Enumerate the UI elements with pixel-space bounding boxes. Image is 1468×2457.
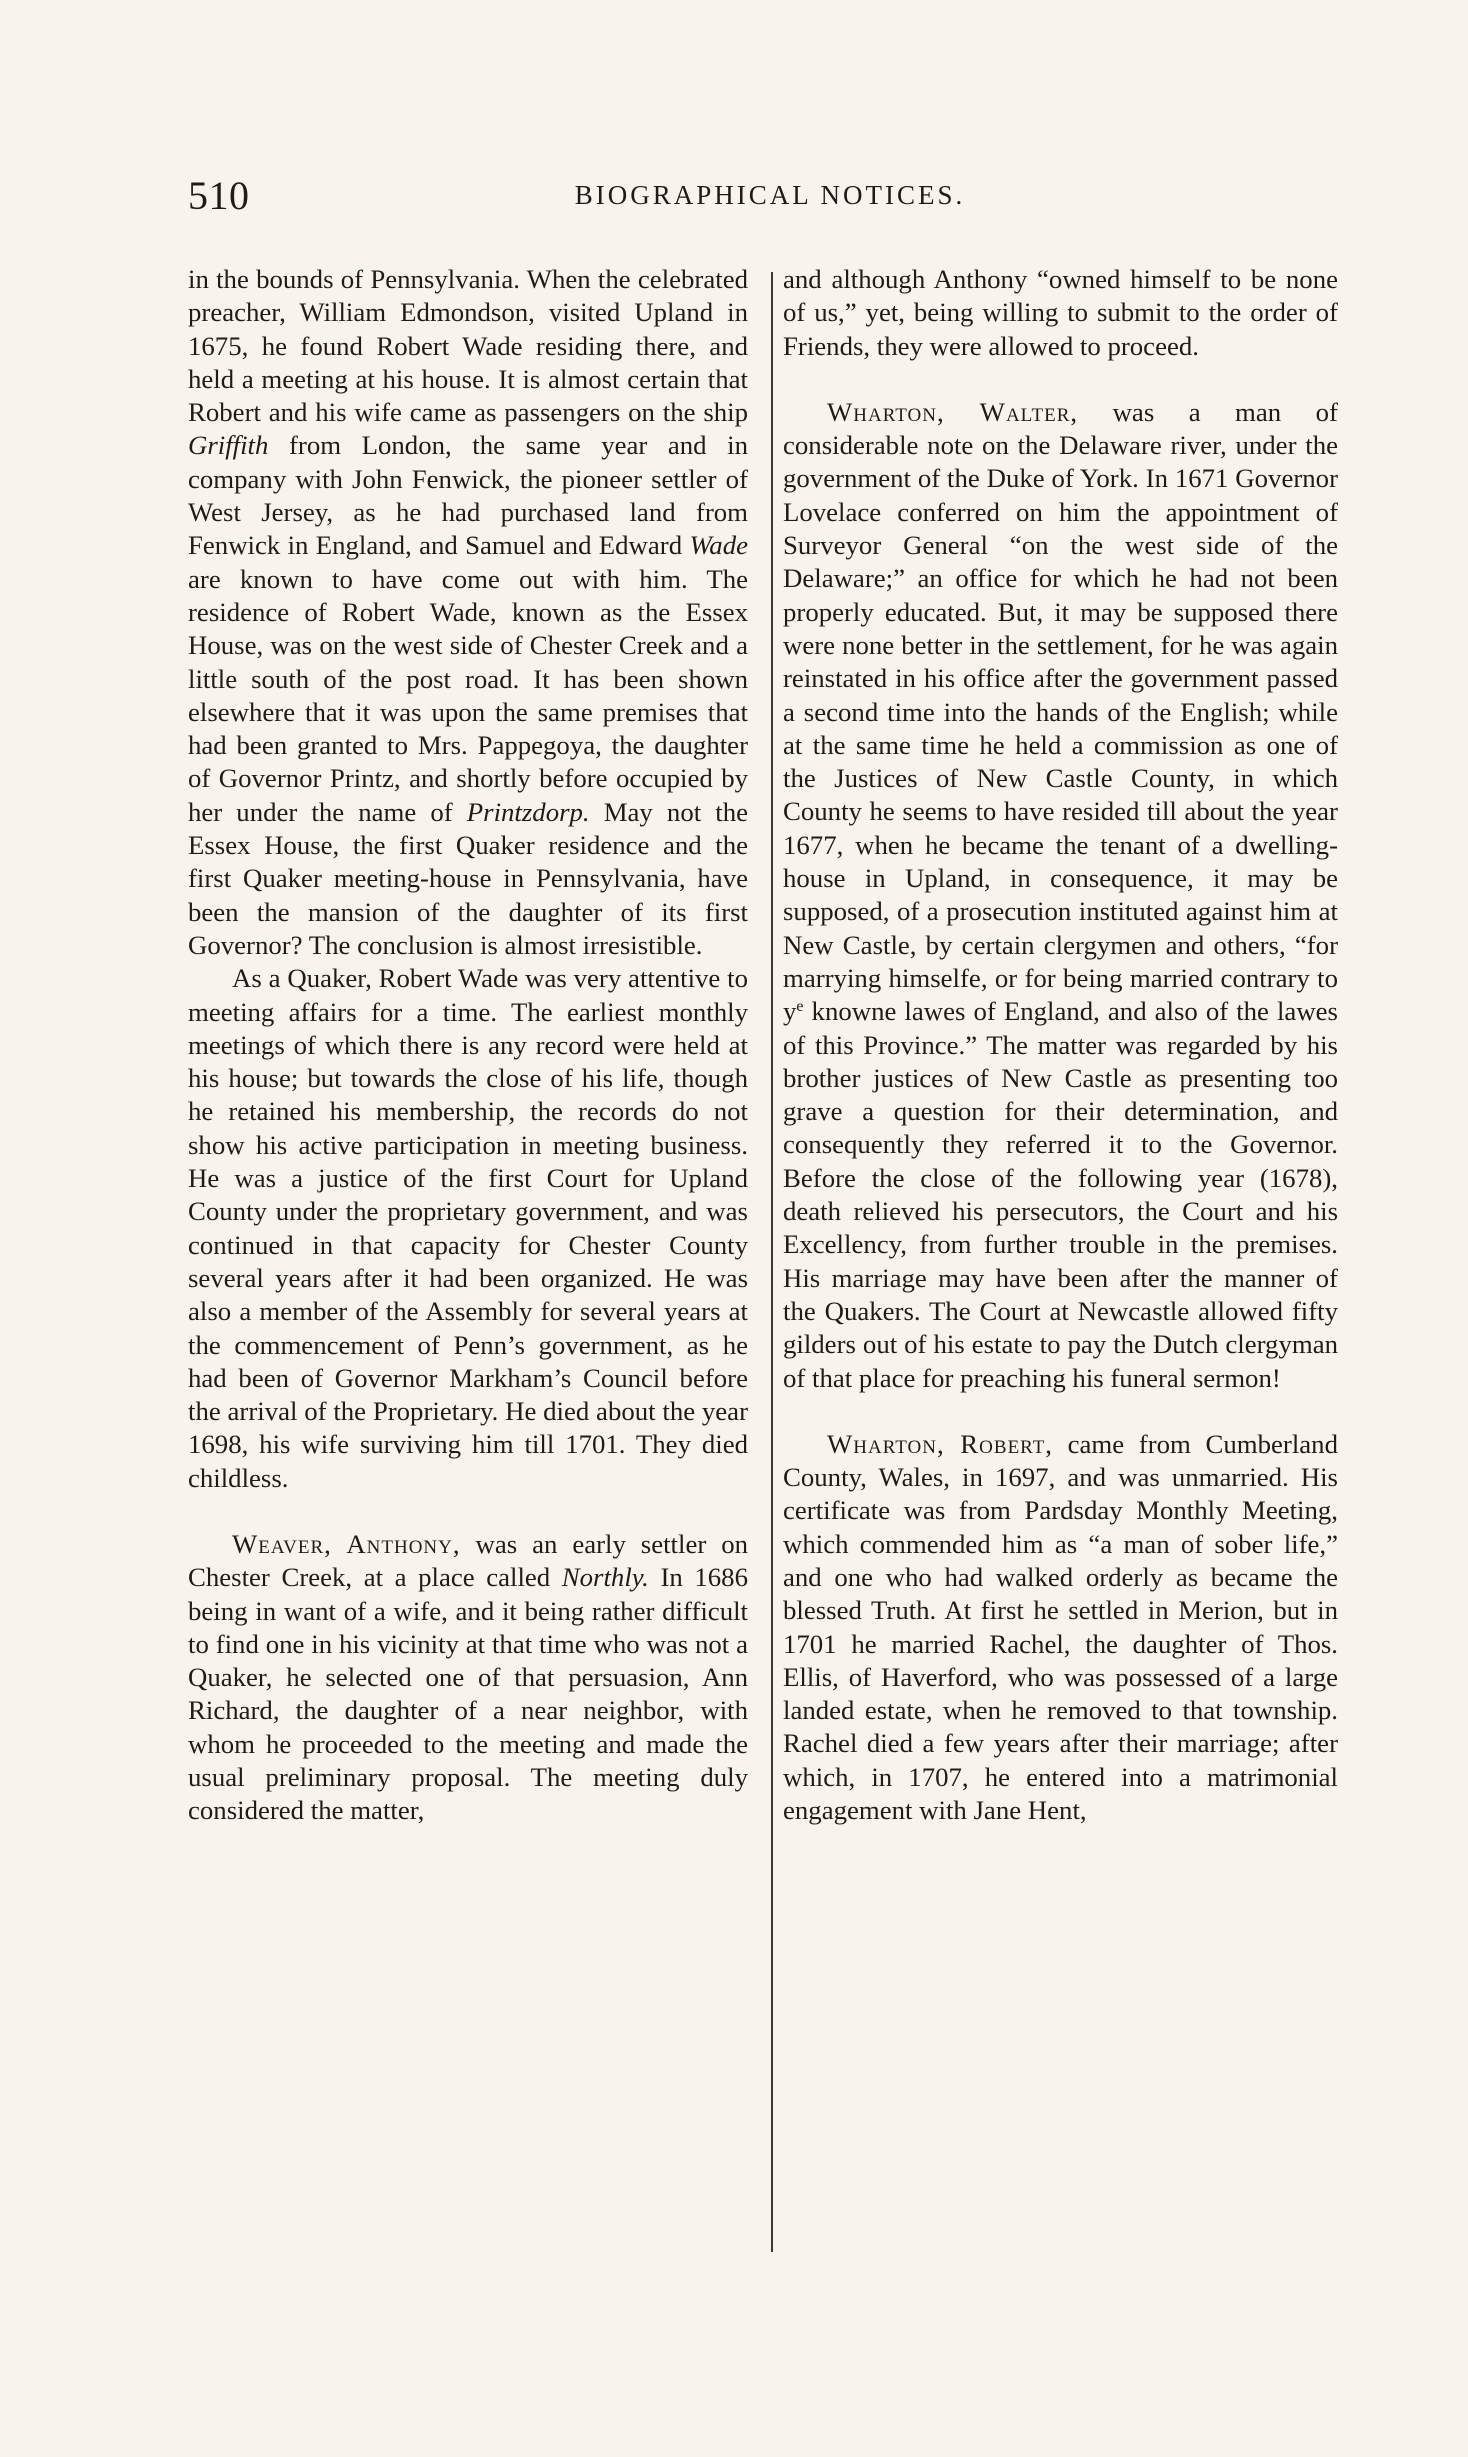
text-run: are known to have come out with him. The residence of Robert Wade, known as the Essex House, was on the west side of Chester Creek and a little south of the post road. It has been shown elsewhere that it was upon the same premises that had been granted to Mrs. Pappegoya, the daughter of Governor Printz, and shortly before occupied by her under the name of: [188, 563, 748, 827]
entry-wharton-robert: [783, 1428, 1338, 1828]
text-run: May not the Essex House, the first Quaker residence and the first Quaker meeting-house in Pennsylvania, have been the mansion of the daughter of its first Governor? The conclusion is almost irresistible.: [188, 796, 748, 960]
place-name: Printzdorp.: [466, 796, 590, 827]
entry-heading: Wharton, Walter,: [827, 396, 1079, 427]
entry-weaver-anthony: [188, 1528, 748, 1828]
superscript: e: [796, 998, 804, 1016]
entry-spacer: [783, 363, 1338, 396]
left-column: [188, 263, 748, 1828]
column-rule: [771, 272, 773, 2252]
text-run: in the bounds of Pennsylvania. When the celebrated preacher, William Edmondson, visited Upland in 1675, he found Robert Wade residing there, and held a meeting at his house. It is almost certain that Robert and his wife came as passengers on the ship: [188, 264, 748, 428]
entry-wharton-walter: [783, 396, 1338, 1395]
place-name: Northly.: [561, 1562, 649, 1593]
entry-spacer: [783, 1395, 1338, 1428]
wade-paragraph-continued: [188, 263, 748, 962]
ship-name: Griffith: [188, 430, 269, 461]
surname-italic: Wade: [689, 530, 748, 561]
text-run: from London, the same year and in company with John Fenwick, the pioneer settler of West Jersey, as he had purchased land from Fenwick in England, and Samuel and Edward: [188, 430, 748, 561]
text-run: was an early settler on Chester Creek, at a place called: [188, 1528, 748, 1593]
weaver-paragraph-continued: and although Anthony “owned himself to be none of us,” yet, being willing to submit to the order of Friends, they were allowed to proceed.: [783, 264, 1338, 361]
entry-spacer: [188, 1495, 748, 1528]
running-title: BIOGRAPHICAL NOTICES.: [574, 180, 966, 210]
text-run: In 1686 being in want of a wife, and it being rather difficult to find one in his vicinity at that time who was not a Quaker, he selected one of that persuasion, Ann Richard, the daughter of a near neighbor, with whom he proceeded to the meeting and made the usual preliminary proposal. The meeting duly considered the matter,: [188, 1562, 748, 1826]
page-number: 510: [188, 173, 250, 218]
wade-quaker-paragraph: As a Quaker, Robert Wade was very attentive to meeting affairs for a time. The earliest monthly meetings of which there is any record were held at his house; but towards the close of his life, though he retained his membership, the records do not show his active participation in meeting business. He was a justice of the first Court for Upland County under the proprietary government, and was continued in that capacity for Chester County several years after it had been organized. He was also a member of the Assembly for several years at the commencement of Penn’s government, as he had been of Governor Markham’s Council before the arrival of the Proprietary. He died about the year 1698, his wife surviving him till 1701. They died childless.: [188, 963, 748, 1493]
entry-heading: Wharton, Robert,: [827, 1428, 1054, 1459]
text-run: came from Cumberland County, Wales, in 1697, and was unmarried. His certificate was from Pardsday Monthly Meeting, which commended him as “a man of sober life,” and one who had walked orderly as became the blessed Truth. At first he settled in Merion, but in 1701 he married Rachel, the daughter of Thos. Ellis, of Haverford, who was possessed of a large landed estate, when he removed to that township. Rachel died a few years after their marriage; after which, in 1707, he entered into a matrimonial engagement with Jane Hent,: [783, 1428, 1338, 1826]
text-run: knowne lawes of England, and also of the lawes of this Province.” The matter was regarded by his brother justices of New Castle as presenting too grave a question for their determination, and consequently they referred it to the Governor. Before the close of the following year (1678), death relieved his persecutors, the Court and his Excellency, from further trouble in the premises. His marriage may have been after the manner of the Quakers. The Court at Newcastle allowed fifty gilders out of his estate to pay the Dutch clergyman of that place for preaching his funeral sermon!: [783, 996, 1338, 1393]
entry-heading: Weaver, Anthony,: [232, 1528, 461, 1559]
right-column: [783, 263, 1338, 1827]
text-run: was a man of considerable note on the Delaware river, under the government of the Duke of York. In 1671 Governor Lovelace conferred on him the appointment of Surveyor General “on the west side of the Delaware;” an office for which he had not been properly educated. But, it may be supposed there were none better in the settlement, for he was again reinstated in his office after the government passed a second time into the hands of the English; while at the same time he held a commission as one of the Justices of New Castle County, in which County he seems to have resided till about the year 1677, when he became the tenant of a dwelling-house in Upland, in consequence, it may be supposed, of a prosecution instituted against him at New Castle, by certain clergymen and others, “for marrying himselfe, or for being married contrary to y: [783, 396, 1338, 1027]
